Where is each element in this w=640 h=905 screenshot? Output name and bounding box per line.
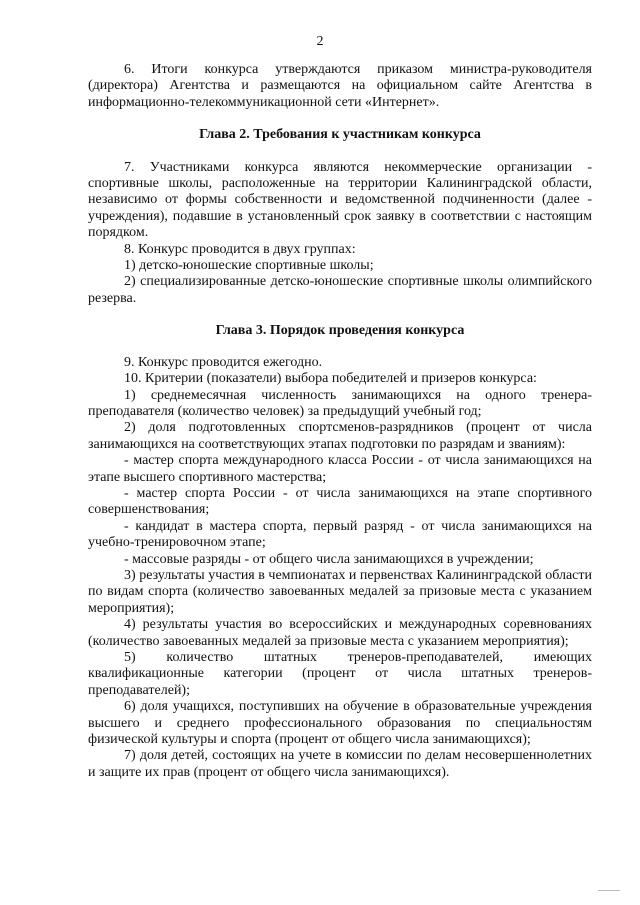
paragraph-7: 7. Участниками конкурса являются некоммерческие организации - спортивные школы, расположенные на территории Калининградской области, независимо от формы собственности и ведомственной подчиненности (далее - учреждения), подавшие в установленный срок заявку в соответствии с настоящим порядком. [88,159,592,241]
criterion-6: 6) доля учащихся, поступивших на обучение в образовательные учреждения высшего и среднего профессионального образования по специальностям физической культуры и спорта (процент от общего числа занимающихся); [88,699,592,748]
criterion-3: 3) результаты участия в чемпионатах и первенствах Калининградской области по видам спорта (количество завоеванных медалей за призовые места с указанием мероприятия); [88,567,592,616]
chapter-2-title: Глава 2. Требования к участникам конкурса [199,127,481,143]
criterion-1: 1) среднемесячная численность занимающихся на одного тренера-преподавателя (количество человек) за предыдущий учебный год; [88,387,592,419]
paragraph-8: 8. Конкурс проводится в двух группах: [124,241,356,257]
criterion-2-sub-kms: - кандидат в мастера спорта, первый разряд - от числа занимающихся на учебно-тренировочном этапе; [88,518,592,551]
criterion-7: 7) доля детей, состоящих на учете в комиссии по делам несовершеннолетних и защите их прав (процент от общего числа занимающихся). [88,748,592,780]
criterion-2-sub-ms: - мастер спорта России - от числа занимающихся на этапе спортивного совершенствования; [88,485,592,518]
criterion-5: 5) количество штатных тренеров-преподавателей, имеющих квалификационные категории (процент от числа штатных тренеров-преподавателей); [88,650,592,698]
criterion-4: 4) результаты участия во всероссийских и международных соревнованиях (количество завоеванных медалей за призовые места с указанием мероприятия); [88,617,592,649]
scan-edge-mark [598,890,620,891]
criterion-2-sub-msmk: - мастер спорта международного класса России - от числа занимающихся на этапе высшего спортивного мастерства; [88,453,592,485]
paragraph-10: 10. Критерии (показатели) выбора победителей и призеров конкурса: [124,371,537,387]
list-item-group-2: 2) специализированные детско-юношеские спортивные школы олимпийского резерва. [88,274,592,306]
paragraph-6: 6. Итоги конкурса утверждаются приказом министра-руководителя (директора) Агентства и размещаются на официальном сайте Агентства в информационно-телекоммуникационной сети «Интернет». [88,62,592,110]
page-number: 2 [316,34,324,49]
document-body [88,62,592,781]
criterion-2: 2) доля подготовленных спортсменов-разрядников (процент от числа занимающихся на соответствующих этапах подготовки по разрядам и званиям): [88,420,592,452]
chapter-3-title: Глава 3. Порядок проведения конкурса [215,323,465,339]
criterion-2-sub-mass: - массовые разряды - от общего числа занимающихся в учреждении; [124,551,534,567]
paragraph-9: 9. Конкурс проводится ежегодно. [124,354,323,370]
list-item-group-1: 1) детско-юношеские спортивные школы; [124,258,374,274]
